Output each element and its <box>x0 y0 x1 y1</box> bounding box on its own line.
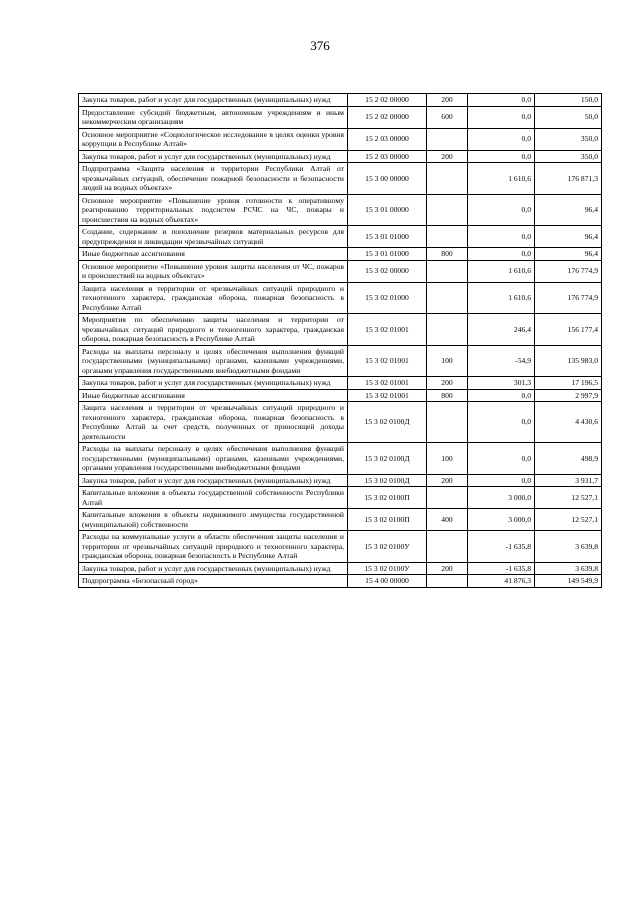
row-code: 15 3 02 0100У <box>348 562 427 575</box>
row-name: Основное мероприятие «Повышение уровня готовности к оперативному реагированию территориальных подсистем РСЧС на ЧС, пожары и происшествия на водных объектах» <box>79 194 348 226</box>
row-change: 0,0 <box>468 402 535 443</box>
row-code: 15 3 02 01001 <box>348 377 427 390</box>
row-amount: 149 549,9 <box>535 575 602 588</box>
row-amount: 498,9 <box>535 443 602 475</box>
row-amount: 150,0 <box>535 94 602 107</box>
row-code: 15 2 02 00000 <box>348 94 427 107</box>
row-type <box>427 575 468 588</box>
row-change: 0,0 <box>468 94 535 107</box>
row-name: Расходы на выплаты персоналу в целях обеспечения выполнения функций государственными (муниципальными) органами, казенными учреждениями, органами управления государственными внебюджетными фондами <box>79 443 348 475</box>
row-name: Закупка товаров, работ и услуг для государственных (муниципальных) нужд <box>79 150 348 163</box>
row-amount: 176 871,3 <box>535 163 602 195</box>
row-type <box>427 260 468 282</box>
row-type <box>427 314 468 346</box>
row-name: Иные бюджетные ассигнования <box>79 389 348 402</box>
row-change: 1 610,6 <box>468 282 535 314</box>
row-amount: 3 639,8 <box>535 562 602 575</box>
row-name: Расходы на коммунальные услуги в области обеспечения защиты населения и территории от чрезвычайных ситуаций природного и техногенного характера, гражданская оборона, пожарная безопасность в Республике Алтай <box>79 531 348 563</box>
row-change: 3 000,0 <box>468 509 535 531</box>
row-type <box>427 226 468 248</box>
row-type: 800 <box>427 248 468 261</box>
row-type: 400 <box>427 509 468 531</box>
table-row <box>79 194 602 226</box>
row-code: 15 3 00 00000 <box>348 163 427 195</box>
row-amount: 2 997,9 <box>535 389 602 402</box>
row-change: -1 635,8 <box>468 562 535 575</box>
row-code: 15 3 02 0100Д <box>348 443 427 475</box>
table-row <box>79 487 602 509</box>
row-code: 15 3 02 0100Д <box>348 474 427 487</box>
row-type <box>427 282 468 314</box>
row-type: 100 <box>427 443 468 475</box>
row-type: 200 <box>427 562 468 575</box>
row-amount: 3 931,7 <box>535 474 602 487</box>
row-change: 0,0 <box>468 194 535 226</box>
row-change: 0,0 <box>468 226 535 248</box>
table-row <box>79 163 602 195</box>
row-amount: 96,4 <box>535 194 602 226</box>
table-row <box>79 150 602 163</box>
table-row <box>79 377 602 390</box>
row-code: 15 3 02 01000 <box>348 282 427 314</box>
row-type <box>427 531 468 563</box>
row-code: 15 3 02 00000 <box>348 260 427 282</box>
table-row <box>79 282 602 314</box>
row-name: Закупка товаров, работ и услуг для государственных (муниципальных) нужд <box>79 377 348 390</box>
row-name: Закупка товаров, работ и услуг для государственных (муниципальных) нужд <box>79 474 348 487</box>
budget-table-body <box>79 94 602 588</box>
row-change: 301,3 <box>468 377 535 390</box>
row-code: 15 3 02 01001 <box>348 314 427 346</box>
row-change: 41 876,3 <box>468 575 535 588</box>
row-code: 15 3 01 00000 <box>348 194 427 226</box>
row-change: 0,0 <box>468 389 535 402</box>
row-code: 15 3 02 0100У <box>348 531 427 563</box>
table-row <box>79 314 602 346</box>
row-type: 200 <box>427 377 468 390</box>
row-type: 800 <box>427 389 468 402</box>
table-row <box>79 260 602 282</box>
row-code: 15 3 02 01001 <box>348 345 427 377</box>
row-name: Создание, содержание и пополнение резервов материальных ресурсов для предупреждения и ликвидации чрезвычайных ситуаций <box>79 226 348 248</box>
row-code: 15 3 02 0100Д <box>348 402 427 443</box>
row-type <box>427 128 468 150</box>
row-type <box>427 194 468 226</box>
row-change: 3 000,0 <box>468 487 535 509</box>
row-type: 200 <box>427 94 468 107</box>
row-type: 100 <box>427 345 468 377</box>
table-row <box>79 575 602 588</box>
row-name: Подпрограмма «Защита населения и территории Республики Алтай от чрезвычайных ситуаций, обеспечение пожарной безопасности и безопасности людей на водных объектах» <box>79 163 348 195</box>
row-name: Капитальные вложения в объекты недвижимого имущества государственной (муниципальной) собственности <box>79 509 348 531</box>
row-change: 0,0 <box>468 150 535 163</box>
row-name: Мероприятия по обеспечению защиты населения и территории от чрезвычайных ситуаций природного и техногенного характера, гражданская оборона, пожарная безопасность в Республике Алтай <box>79 314 348 346</box>
row-type <box>427 163 468 195</box>
row-amount: 176 774,9 <box>535 282 602 314</box>
row-amount: 50,0 <box>535 106 602 128</box>
row-change: 1 610,6 <box>468 163 535 195</box>
row-name: Подпрограмма «Безопасный город» <box>79 575 348 588</box>
budget-table <box>78 93 602 588</box>
row-name: Предоставление субсидий бюджетным, автономным учреждениям и иным некоммерческим организациям <box>79 106 348 128</box>
table-row <box>79 402 602 443</box>
row-change: 0,0 <box>468 443 535 475</box>
row-code: 15 3 02 0100П <box>348 509 427 531</box>
table-row <box>79 226 602 248</box>
row-amount: 156 177,4 <box>535 314 602 346</box>
table-row <box>79 389 602 402</box>
row-amount: 135 983,0 <box>535 345 602 377</box>
row-type <box>427 487 468 509</box>
row-amount: 12 527,1 <box>535 487 602 509</box>
page-number: 376 <box>310 38 330 53</box>
row-change: 0,0 <box>468 128 535 150</box>
table-row <box>79 509 602 531</box>
row-amount: 176 774,9 <box>535 260 602 282</box>
row-name: Закупка товаров, работ и услуг для государственных (муниципальных) нужд <box>79 94 348 107</box>
row-change: 0,0 <box>468 248 535 261</box>
row-code: 15 3 02 0100П <box>348 487 427 509</box>
row-amount: 3 639,8 <box>535 531 602 563</box>
row-change: -1 635,8 <box>468 531 535 563</box>
row-code: 15 3 01 01000 <box>348 226 427 248</box>
table-row <box>79 94 602 107</box>
table-row <box>79 531 602 563</box>
row-code: 15 3 01 01000 <box>348 248 427 261</box>
row-type: 200 <box>427 150 468 163</box>
row-amount: 12 527,1 <box>535 509 602 531</box>
row-amount: 96,4 <box>535 226 602 248</box>
row-name: Расходы на выплаты персоналу в целях обеспечения выполнения функций государственными (муниципальными) органами, казенными учреждениями, органами управления государственными внебюджетными фондами <box>79 345 348 377</box>
table-row <box>79 474 602 487</box>
row-amount: 350,0 <box>535 128 602 150</box>
row-name: Защита населения и территории от чрезвычайных ситуаций природного и техногенного характера, гражданская оборона, пожарная безопасность в Республике Алтай за счет средств, полученных от приносящей доходы деятельности <box>79 402 348 443</box>
row-amount: 96,4 <box>535 248 602 261</box>
row-amount: 4 430,6 <box>535 402 602 443</box>
table-row <box>79 128 602 150</box>
table-row <box>79 443 602 475</box>
row-name: Закупка товаров, работ и услуг для государственных (муниципальных) нужд <box>79 562 348 575</box>
row-amount: 350,0 <box>535 150 602 163</box>
row-name: Основное мероприятие «Социологическое исследование в целях оценки уровня коррупции в Республике Алтай» <box>79 128 348 150</box>
table-row <box>79 345 602 377</box>
row-type: 600 <box>427 106 468 128</box>
row-code: 15 2 03 00000 <box>348 150 427 163</box>
row-code: 15 3 02 01001 <box>348 389 427 402</box>
row-change: 0,0 <box>468 474 535 487</box>
row-code: 15 2 03 00000 <box>348 128 427 150</box>
row-code: 15 2 02 00000 <box>348 106 427 128</box>
row-name: Защита населения и территории от чрезвычайных ситуаций природного и техногенного характера, гражданская оборона, пожарная безопасность в Республике Алтай <box>79 282 348 314</box>
row-type <box>427 402 468 443</box>
table-row <box>79 562 602 575</box>
row-name: Капитальные вложения в объекты государственной собственности Республики Алтай <box>79 487 348 509</box>
table-row <box>79 248 602 261</box>
row-amount: 17 196,5 <box>535 377 602 390</box>
row-change: -54,9 <box>468 345 535 377</box>
table-row <box>79 106 602 128</box>
row-type: 200 <box>427 474 468 487</box>
row-change: 246,4 <box>468 314 535 346</box>
row-change: 1 610,6 <box>468 260 535 282</box>
row-name: Иные бюджетные ассигнования <box>79 248 348 261</box>
row-code: 15 4 00 00000 <box>348 575 427 588</box>
row-change: 0,0 <box>468 106 535 128</box>
row-name: Основное мероприятие «Повышение уровня защиты населения от ЧС, пожаров и происшествий на водных объектах» <box>79 260 348 282</box>
